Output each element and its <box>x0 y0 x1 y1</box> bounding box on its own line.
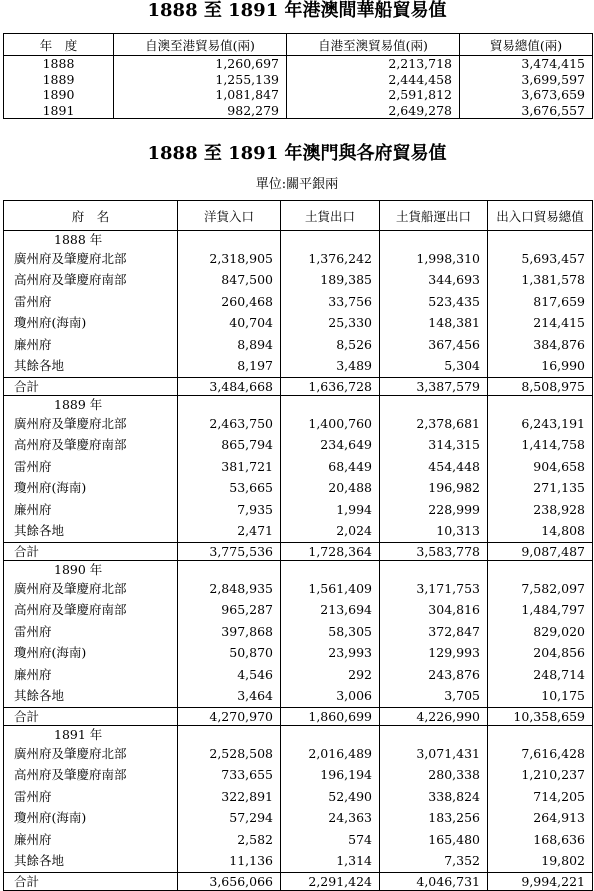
value-cell: 1,414,758 <box>488 435 593 457</box>
prefecture-name: 其餘各地 <box>4 686 178 708</box>
value-cell: 5,693,457 <box>488 248 593 270</box>
empty-cell <box>380 726 488 744</box>
value-cell: 57,294 <box>178 808 281 830</box>
table-row <box>4 786 593 808</box>
table-row <box>4 808 593 830</box>
total-row <box>4 873 593 891</box>
year-label: 1891 年 <box>4 726 178 744</box>
table1-title: 1888 至 1891 年港澳間華船貿易值 <box>147 0 447 21</box>
empty-cell <box>380 396 488 414</box>
total-row <box>4 378 593 396</box>
value-cell: 1,260,697 <box>114 56 287 72</box>
year-group-row <box>4 231 593 249</box>
prefecture-name: 雷州府 <box>4 291 178 313</box>
prefecture-name: 雷州府 <box>4 786 178 808</box>
total-label: 合計 <box>4 543 178 561</box>
value-cell: 1,561,409 <box>281 578 380 600</box>
table1-body <box>4 56 593 119</box>
prefecture-name: 其餘各地 <box>4 521 178 543</box>
total-label: 合計 <box>4 708 178 726</box>
value-cell: 68,449 <box>281 456 380 478</box>
value-cell: 52,490 <box>281 786 380 808</box>
value-cell: 8,197 <box>178 356 281 378</box>
value-cell: 3,673,659 <box>460 87 593 103</box>
value-cell: 523,435 <box>380 291 488 313</box>
column-header-macau-to-hk: 自澳至港貿易值(兩) <box>114 34 287 56</box>
value-cell: 280,338 <box>380 765 488 787</box>
empty-cell <box>380 561 488 579</box>
table-row <box>4 291 593 313</box>
value-cell: 238,928 <box>488 499 593 521</box>
empty-cell <box>178 561 281 579</box>
column-header-native-exports: 土貨出口 <box>281 201 380 231</box>
value-cell: 381,721 <box>178 456 281 478</box>
value-cell: 2,024 <box>281 521 380 543</box>
value-cell: 23,993 <box>281 643 380 665</box>
prefecture-name: 高州府及肇慶府南部 <box>4 600 178 622</box>
value-cell: 196,194 <box>281 765 380 787</box>
value-cell: 11,136 <box>178 851 281 873</box>
value-cell: 2,213,718 <box>287 56 460 72</box>
value-cell: 3,474,415 <box>460 56 593 72</box>
value-cell: 6,243,191 <box>488 413 593 435</box>
year-label: 1889 年 <box>4 396 178 414</box>
year-group-row <box>4 726 593 744</box>
prefecture-name: 廣州府及肇慶府北部 <box>4 578 178 600</box>
prefecture-name: 廣州府及肇慶府北部 <box>4 248 178 270</box>
value-cell: 260,468 <box>178 291 281 313</box>
year-group-row <box>4 561 593 579</box>
prefecture-name: 高州府及肇慶府南部 <box>4 765 178 787</box>
value-cell: 40,704 <box>178 313 281 335</box>
table1-header-row <box>4 34 593 56</box>
value-cell: 2,016,489 <box>281 743 380 765</box>
value-cell: 714,205 <box>488 786 593 808</box>
empty-cell <box>178 726 281 744</box>
table-row <box>4 103 593 119</box>
table-row <box>4 578 593 600</box>
prefecture-name: 其餘各地 <box>4 356 178 378</box>
value-cell: 829,020 <box>488 621 593 643</box>
value-cell: 2,444,458 <box>287 72 460 88</box>
table-row <box>4 829 593 851</box>
table-row <box>4 313 593 335</box>
value-cell: 982,279 <box>114 103 287 119</box>
value-cell: 1,081,847 <box>114 87 287 103</box>
table2-header-row <box>4 201 593 231</box>
value-cell: 8,894 <box>178 334 281 356</box>
value-cell: 397,868 <box>178 621 281 643</box>
column-header-prefecture: 府 名 <box>4 201 178 231</box>
value-cell: 271,135 <box>488 478 593 500</box>
value-cell: 33,756 <box>281 291 380 313</box>
value-cell: 3,699,597 <box>460 72 593 88</box>
table-row <box>4 664 593 686</box>
value-cell: 3,705 <box>380 686 488 708</box>
total-label: 合計 <box>4 378 178 396</box>
value-cell: 454,448 <box>380 456 488 478</box>
value-cell: 304,816 <box>380 600 488 622</box>
value-cell: 344,693 <box>380 270 488 292</box>
value-cell: 50,870 <box>178 643 281 665</box>
value-cell: 1,210,237 <box>488 765 593 787</box>
prefecture-name: 瓊州府(海南) <box>4 643 178 665</box>
value-cell: 1,400,760 <box>281 413 380 435</box>
value-cell: 1,381,578 <box>488 270 593 292</box>
value-cell: 322,891 <box>178 786 281 808</box>
value-cell: 2,471 <box>178 521 281 543</box>
total-value: 8,508,975 <box>488 378 593 396</box>
value-cell: 847,500 <box>178 270 281 292</box>
total-value: 1,860,699 <box>281 708 380 726</box>
empty-cell <box>488 561 593 579</box>
total-value: 10,358,659 <box>488 708 593 726</box>
table-row <box>4 435 593 457</box>
unit-note: 單位:關平銀兩 <box>255 177 339 192</box>
table-row <box>4 56 593 72</box>
value-cell: 10,175 <box>488 686 593 708</box>
value-cell: 19,802 <box>488 851 593 873</box>
value-cell: 228,999 <box>380 499 488 521</box>
total-value: 3,387,579 <box>380 378 488 396</box>
empty-cell <box>178 231 281 249</box>
prefecture-name: 雷州府 <box>4 621 178 643</box>
value-cell: 367,456 <box>380 334 488 356</box>
value-cell: 4,546 <box>178 664 281 686</box>
value-cell: 189,385 <box>281 270 380 292</box>
prefecture-name: 瓊州府(海南) <box>4 808 178 830</box>
table-row <box>4 270 593 292</box>
table-row <box>4 356 593 378</box>
value-cell: 183,256 <box>380 808 488 830</box>
prefecture-name: 廉州府 <box>4 829 178 851</box>
prefecture-name: 廉州府 <box>4 664 178 686</box>
table-row <box>4 499 593 521</box>
value-cell: 372,847 <box>380 621 488 643</box>
value-cell: 338,824 <box>380 786 488 808</box>
value-cell: 2,582 <box>178 829 281 851</box>
value-cell: 3,071,431 <box>380 743 488 765</box>
value-cell: 3,464 <box>178 686 281 708</box>
value-cell: 2,463,750 <box>178 413 281 435</box>
empty-cell <box>488 396 593 414</box>
column-header-foreign-imports: 洋貨入口 <box>178 201 281 231</box>
table-row <box>4 87 593 103</box>
value-cell: 7,352 <box>380 851 488 873</box>
year-label: 1890 年 <box>4 561 178 579</box>
value-cell: 16,990 <box>488 356 593 378</box>
value-cell: 8,526 <box>281 334 380 356</box>
table-row <box>4 621 593 643</box>
value-cell: 817,659 <box>488 291 593 313</box>
prefecture-name: 廉州府 <box>4 334 178 356</box>
value-cell: 234,649 <box>281 435 380 457</box>
table-row <box>4 248 593 270</box>
column-header-total-trade: 出入口貿易總值 <box>488 201 593 231</box>
table2-body <box>4 231 593 891</box>
value-cell: 165,480 <box>380 829 488 851</box>
value-cell: 2,528,508 <box>178 743 281 765</box>
value-cell: 2,591,812 <box>287 87 460 103</box>
empty-cell <box>380 231 488 249</box>
prefecture-name: 廉州府 <box>4 499 178 521</box>
year-cell: 1891 <box>4 103 114 119</box>
prefecture-name: 廣州府及肇慶府北部 <box>4 743 178 765</box>
value-cell: 53,665 <box>178 478 281 500</box>
table-row <box>4 600 593 622</box>
table-row <box>4 743 593 765</box>
value-cell: 2,318,905 <box>178 248 281 270</box>
value-cell: 5,304 <box>380 356 488 378</box>
table-row <box>4 413 593 435</box>
column-header-native-shipped-exports: 土貨船運出口 <box>380 201 488 231</box>
value-cell: 196,982 <box>380 478 488 500</box>
value-cell: 264,913 <box>488 808 593 830</box>
column-header-total: 貿易總值(兩) <box>460 34 593 56</box>
empty-cell <box>281 396 380 414</box>
table-row <box>4 72 593 88</box>
value-cell: 129,993 <box>380 643 488 665</box>
value-cell: 2,848,935 <box>178 578 281 600</box>
value-cell: 733,655 <box>178 765 281 787</box>
value-cell: 168,636 <box>488 829 593 851</box>
total-value: 1,728,364 <box>281 543 380 561</box>
empty-cell <box>488 231 593 249</box>
table-row <box>4 478 593 500</box>
value-cell: 25,330 <box>281 313 380 335</box>
value-cell: 148,381 <box>380 313 488 335</box>
table-row <box>4 765 593 787</box>
value-cell: 3,676,557 <box>460 103 593 119</box>
value-cell: 14,808 <box>488 521 593 543</box>
value-cell: 904,658 <box>488 456 593 478</box>
value-cell: 1,998,310 <box>380 248 488 270</box>
table-row <box>4 334 593 356</box>
value-cell: 7,616,428 <box>488 743 593 765</box>
value-cell: 214,415 <box>488 313 593 335</box>
value-cell: 58,305 <box>281 621 380 643</box>
total-value: 3,656,066 <box>178 873 281 891</box>
year-label: 1888 年 <box>4 231 178 249</box>
total-value: 1,636,728 <box>281 378 380 396</box>
empty-cell <box>281 561 380 579</box>
prefecture-name: 瓊州府(海南) <box>4 478 178 500</box>
value-cell: 965,287 <box>178 600 281 622</box>
value-cell: 7,935 <box>178 499 281 521</box>
value-cell: 248,714 <box>488 664 593 686</box>
total-row <box>4 543 593 561</box>
table2-title: 1888 至 1891 年澳門與各府貿易值 <box>147 143 447 164</box>
value-cell: 1,994 <box>281 499 380 521</box>
value-cell: 204,856 <box>488 643 593 665</box>
year-cell: 1890 <box>4 87 114 103</box>
value-cell: 1,255,139 <box>114 72 287 88</box>
value-cell: 314,315 <box>380 435 488 457</box>
total-label: 合計 <box>4 873 178 891</box>
value-cell: 10,313 <box>380 521 488 543</box>
value-cell: 384,876 <box>488 334 593 356</box>
table-row <box>4 521 593 543</box>
value-cell: 574 <box>281 829 380 851</box>
column-header-hk-to-macau: 自港至澳貿易值(兩) <box>287 34 460 56</box>
value-cell: 24,363 <box>281 808 380 830</box>
table-row <box>4 686 593 708</box>
total-value: 9,087,487 <box>488 543 593 561</box>
total-value: 9,994,221 <box>488 873 593 891</box>
year-group-row <box>4 396 593 414</box>
year-cell: 1889 <box>4 72 114 88</box>
table-row <box>4 851 593 873</box>
value-cell: 1,484,797 <box>488 600 593 622</box>
prefecture-name: 廣州府及肇慶府北部 <box>4 413 178 435</box>
value-cell: 7,582,097 <box>488 578 593 600</box>
hongkong-macau-trade-table <box>3 33 593 119</box>
total-value: 3,484,668 <box>178 378 281 396</box>
prefecture-name: 高州府及肇慶府南部 <box>4 435 178 457</box>
table-row <box>4 456 593 478</box>
total-row <box>4 708 593 726</box>
total-value: 4,270,970 <box>178 708 281 726</box>
empty-cell <box>281 231 380 249</box>
year-cell: 1888 <box>4 56 114 72</box>
value-cell: 3,489 <box>281 356 380 378</box>
value-cell: 3,006 <box>281 686 380 708</box>
value-cell: 2,649,278 <box>287 103 460 119</box>
empty-cell <box>178 396 281 414</box>
value-cell: 292 <box>281 664 380 686</box>
empty-cell <box>488 726 593 744</box>
table-row <box>4 643 593 665</box>
total-value: 4,226,990 <box>380 708 488 726</box>
column-header-year: 年 度 <box>4 34 114 56</box>
value-cell: 1,376,242 <box>281 248 380 270</box>
prefecture-name: 瓊州府(海南) <box>4 313 178 335</box>
value-cell: 213,694 <box>281 600 380 622</box>
value-cell: 243,876 <box>380 664 488 686</box>
total-value: 3,775,536 <box>178 543 281 561</box>
total-value: 3,583,778 <box>380 543 488 561</box>
total-value: 2,291,424 <box>281 873 380 891</box>
empty-cell <box>281 726 380 744</box>
macau-prefecture-trade-table <box>3 200 593 891</box>
prefecture-name: 其餘各地 <box>4 851 178 873</box>
value-cell: 3,171,753 <box>380 578 488 600</box>
prefecture-name: 雷州府 <box>4 456 178 478</box>
total-value: 4,046,731 <box>380 873 488 891</box>
prefecture-name: 高州府及肇慶府南部 <box>4 270 178 292</box>
value-cell: 1,314 <box>281 851 380 873</box>
value-cell: 2,378,681 <box>380 413 488 435</box>
value-cell: 865,794 <box>178 435 281 457</box>
value-cell: 20,488 <box>281 478 380 500</box>
